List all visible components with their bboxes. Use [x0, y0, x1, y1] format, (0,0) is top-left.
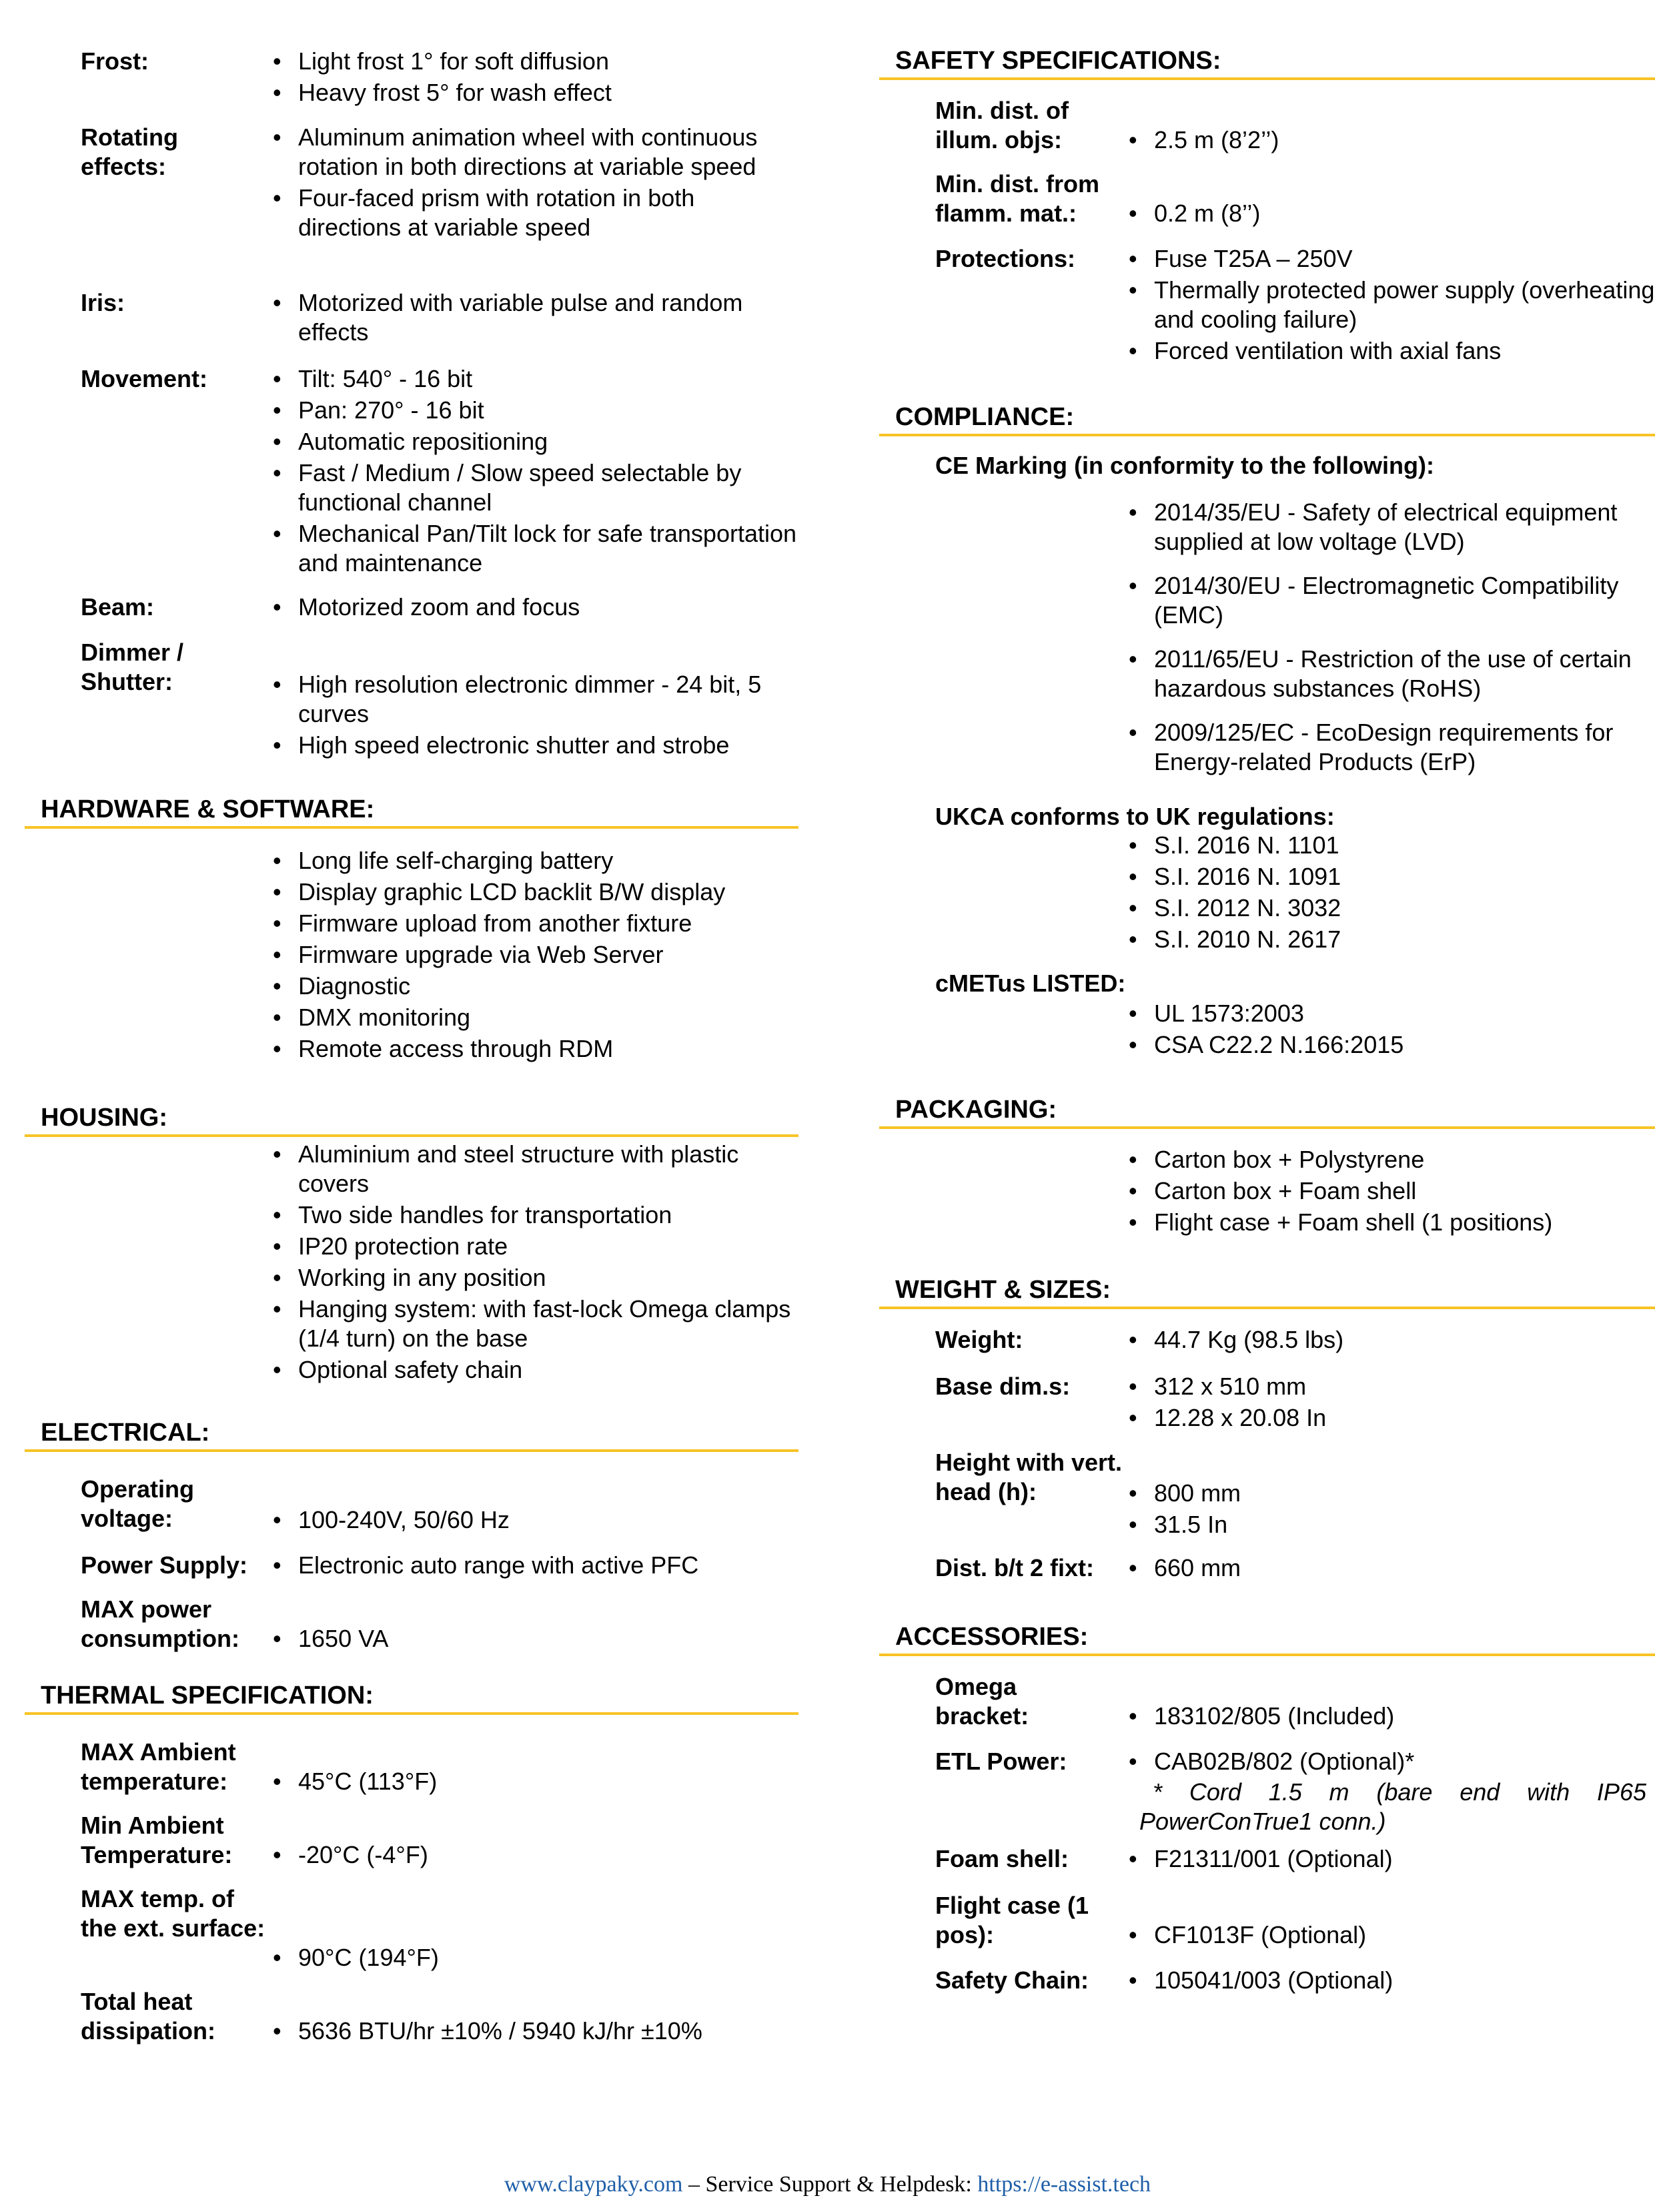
list-item: • High resolution electronic dimmer - 24 bit, 5 curves — [271, 670, 798, 729]
spec-label: Min Ambient Temperature: — [81, 1812, 233, 1868]
list-item: • Aluminium and steel structure with plastic covers — [271, 1140, 798, 1198]
spec-label: MAX power consumption: — [81, 1595, 239, 1652]
section-title: HOUSING: — [25, 1102, 798, 1137]
helpdesk-link[interactable]: https://e-assist.tech — [977, 2172, 1151, 2197]
list-item: • 2014/30/EU - Electromagnetic Compatibility (EMC) — [1127, 571, 1655, 630]
spec-list — [1127, 1920, 1655, 1952]
section-safety — [879, 45, 1655, 364]
spec-list — [271, 123, 798, 244]
list-item: • Thermally protected power supply (overheating and cooling failure) — [1127, 276, 1655, 334]
spec-list — [271, 1551, 798, 1582]
section-title: THERMAL SPECIFICATION: — [25, 1680, 798, 1715]
list-item: • 31.5 In — [1127, 1510, 1655, 1539]
spec-list — [1127, 1747, 1655, 1778]
list-item: • Hanging system: with fast-lock Omega clamps (1/4 turn) on the base — [271, 1295, 798, 1353]
spec-label: Operating voltage: — [81, 1475, 195, 1532]
list-item: • Firmware upgrade via Web Server — [271, 940, 798, 970]
list-item: • DMX monitoring — [271, 1003, 798, 1032]
spec-list — [1127, 1479, 1655, 1541]
section-compliance — [879, 402, 1655, 1058]
spec-label: Power Supply: — [81, 1551, 248, 1579]
list-item: • 183102/805 (Included) — [1127, 1702, 1655, 1731]
list-item: • 800 mm — [1127, 1479, 1655, 1508]
list-item: • CSA C22.2 N.166:2015 — [1127, 1030, 1655, 1060]
spec-list — [271, 364, 798, 580]
spec-list — [1127, 1702, 1655, 1733]
list-item: • Electronic auto range with active PFC — [271, 1551, 798, 1580]
list-item: • CAB02B/802 (Optional)* — [1127, 1747, 1655, 1776]
section-hardware-software — [25, 794, 798, 1062]
ce-marking-label: CE Marking (in conformity to the following): — [935, 452, 1434, 479]
ce-marking-list — [1127, 498, 1655, 779]
list-item: • Motorized with variable pulse and random effects — [271, 288, 798, 347]
section-title: PACKAGING: — [879, 1094, 1655, 1129]
spec-list — [1127, 1966, 1655, 1997]
list-item: • 100-240V, 50/60 Hz — [271, 1505, 798, 1535]
spec-list — [1127, 1325, 1655, 1357]
list-item: • F21311/001 (Optional) — [1127, 1844, 1655, 1874]
list-item: • 44.7 Kg (98.5 lbs) — [1127, 1325, 1655, 1355]
list-item: • 5636 BTU/hr ±10% / 5940 kJ/hr ±10% — [271, 2016, 798, 2046]
section-electrical — [25, 1417, 798, 1652]
list-item: • Fuse T25A – 250V — [1127, 244, 1655, 274]
spec-list — [271, 1840, 798, 1872]
list-item: • 2.5 m (8’2’’) — [1127, 125, 1655, 155]
spec-list — [271, 1140, 798, 1387]
list-item: • Flight case + Foam shell (1 positions) — [1127, 1208, 1655, 1237]
page-footer — [0, 2171, 1655, 2198]
spec-label: MAX Ambient temperature: — [81, 1738, 236, 1795]
spec-label: Movement: — [81, 365, 208, 392]
list-item: • High speed electronic shutter and strobe — [271, 731, 798, 760]
section-title: ACCESSORIES: — [879, 1621, 1655, 1656]
list-item: • Motorized zoom and focus — [271, 593, 798, 622]
spec-list — [1127, 1844, 1655, 1876]
spec-list — [271, 1505, 798, 1537]
cmetus-list — [1127, 999, 1655, 1062]
spec-label: ETL Power: — [935, 1748, 1067, 1775]
spec-list — [1127, 199, 1655, 230]
list-item: • 312 x 510 mm — [1127, 1372, 1655, 1401]
list-item: • CF1013F (Optional) — [1127, 1920, 1655, 1950]
list-item: • Two side handles for transportation — [271, 1200, 798, 1230]
list-item: • -20°C (-4°F) — [271, 1840, 798, 1870]
section-accessories — [879, 1621, 1655, 1994]
ukca-list — [1127, 831, 1655, 956]
list-item: • Carton box + Foam shell — [1127, 1176, 1655, 1206]
ukca-label: UKCA conforms to UK regulations: — [935, 803, 1335, 830]
section-title: HARDWARE & SOFTWARE: — [25, 794, 798, 829]
spec-label: Safety Chain: — [935, 1966, 1089, 1994]
spec-list — [1127, 1372, 1655, 1435]
list-item: • 2014/35/EU - Safety of electrical equipment supplied at low voltage (LVD) — [1127, 498, 1655, 557]
list-item: • Light frost 1° for soft diffusion — [271, 47, 798, 76]
list-item: • 1650 VA — [271, 1624, 798, 1653]
spec-list — [1127, 125, 1655, 157]
list-item: • 0.2 m (8’’) — [1127, 199, 1655, 228]
list-item: • Automatic repositioning — [271, 427, 798, 456]
spec-label: Beam: — [81, 593, 155, 621]
list-item: • 90°C (194°F) — [271, 1943, 798, 1972]
list-item: • Remote access through RDM — [271, 1034, 798, 1064]
section-title: WEIGHT & SIZES: — [879, 1274, 1655, 1309]
list-item: • Working in any position — [271, 1263, 798, 1293]
spec-label: Dimmer / Shutter: — [81, 639, 184, 695]
spec-label: Foam shell: — [935, 1845, 1069, 1872]
list-item: • 2009/125/EC - EcoDesign requirements for Energy-related Products (ErP) — [1127, 718, 1655, 777]
spec-label: Flight case (1 pos): — [935, 1892, 1089, 1948]
list-item: • 45°C (113°F) — [271, 1767, 798, 1796]
spec-list — [271, 1624, 798, 1655]
spec-label: Protections: — [935, 245, 1076, 272]
section-title: COMPLIANCE: — [879, 402, 1655, 436]
spec-label: Iris: — [81, 289, 125, 316]
list-item: • Heavy frost 5° for wash effect — [271, 78, 798, 107]
spec-list — [271, 288, 798, 349]
spec-label: Total heat dissipation: — [81, 1988, 216, 2045]
list-item: • Firmware upload from another fixture — [271, 909, 798, 938]
spec-label: Min. dist. from flamm. mat.: — [935, 170, 1099, 227]
list-item: • Pan: 270° - 16 bit — [271, 396, 798, 425]
list-item: • UL 1573:2003 — [1127, 999, 1655, 1028]
spec-label: Min. dist. of illum. objs: — [935, 97, 1069, 153]
section-weight-sizes — [879, 1274, 1655, 1581]
footer-text: – Service Support & Helpdesk: — [682, 2172, 978, 2197]
list-item: • Tilt: 540° - 16 bit — [271, 364, 798, 394]
list-item: • S.I. 2016 N. 1101 — [1127, 831, 1655, 860]
spec-list — [1127, 244, 1655, 368]
section-title: ELECTRICAL: — [25, 1417, 798, 1452]
section-title: SAFETY SPECIFICATIONS: — [879, 45, 1655, 80]
list-item: • Aluminum animation wheel with continuous rotation in both directions at variable speed — [271, 123, 798, 181]
spec-list — [271, 593, 798, 624]
spec-label: Frost: — [81, 47, 149, 75]
list-item: • Long life self-charging battery — [271, 846, 798, 875]
spec-label: Rotating effects: — [81, 123, 178, 180]
list-item: • Four-faced prism with rotation in both directions at variable speed — [271, 183, 798, 242]
spec-list — [271, 1767, 798, 1798]
spec-list — [271, 1943, 798, 1974]
list-item: • 2011/65/EU - Restriction of the use of certain hazardous substances (RoHS) — [1127, 645, 1655, 703]
list-item: • Carton box + Polystyrene — [1127, 1145, 1655, 1174]
spec-list — [271, 47, 798, 109]
list-item: • 660 mm — [1127, 1553, 1655, 1583]
list-item: • S.I. 2016 N. 1091 — [1127, 862, 1655, 891]
list-item: • S.I. 2010 N. 2617 — [1127, 925, 1655, 954]
spec-label: Omega bracket: — [935, 1673, 1029, 1730]
section-thermal — [25, 1680, 798, 2045]
cmetus-label: cMETus LISTED: — [935, 970, 1126, 997]
list-item: • S.I. 2012 N. 3032 — [1127, 893, 1655, 923]
website-link[interactable]: www.claypaky.com — [504, 2172, 683, 2197]
list-item: • Diagnostic — [271, 972, 798, 1001]
spec-label: Dist. b/t 2 fixt: — [935, 1554, 1095, 1581]
spec-label: Base dim.s: — [935, 1373, 1071, 1400]
list-item: • Mechanical Pan/Tilt lock for safe transportation and maintenance — [271, 519, 798, 578]
spec-label: Height with vert. head (h): — [935, 1449, 1123, 1505]
list-item: • Display graphic LCD backlit B/W display — [271, 877, 798, 907]
list-item: • 105041/003 (Optional) — [1127, 1966, 1655, 1995]
section-packaging — [879, 1094, 1655, 1236]
list-item: • Forced ventilation with axial fans — [1127, 336, 1655, 366]
list-item: • IP20 protection rate — [271, 1232, 798, 1261]
spec-list — [271, 670, 798, 762]
list-item: • 12.28 x 20.08 In — [1127, 1403, 1655, 1433]
list-item: • Optional safety chain — [271, 1355, 798, 1385]
etl-power-note: * Cord 1.5 m (bare end with IP65 PowerConTrue1 conn.) — [1139, 1778, 1646, 1835]
spec-list — [271, 2016, 798, 2048]
spec-label: MAX temp. of the ext. surface: — [81, 1885, 265, 1942]
spec-label: Weight: — [935, 1326, 1023, 1353]
spec-list — [271, 846, 798, 1066]
spec-list — [1127, 1553, 1655, 1585]
section-housing — [25, 1102, 798, 1383]
list-item: • Fast / Medium / Slow speed selectable by functional channel — [271, 458, 798, 517]
spec-list — [1127, 1145, 1655, 1239]
